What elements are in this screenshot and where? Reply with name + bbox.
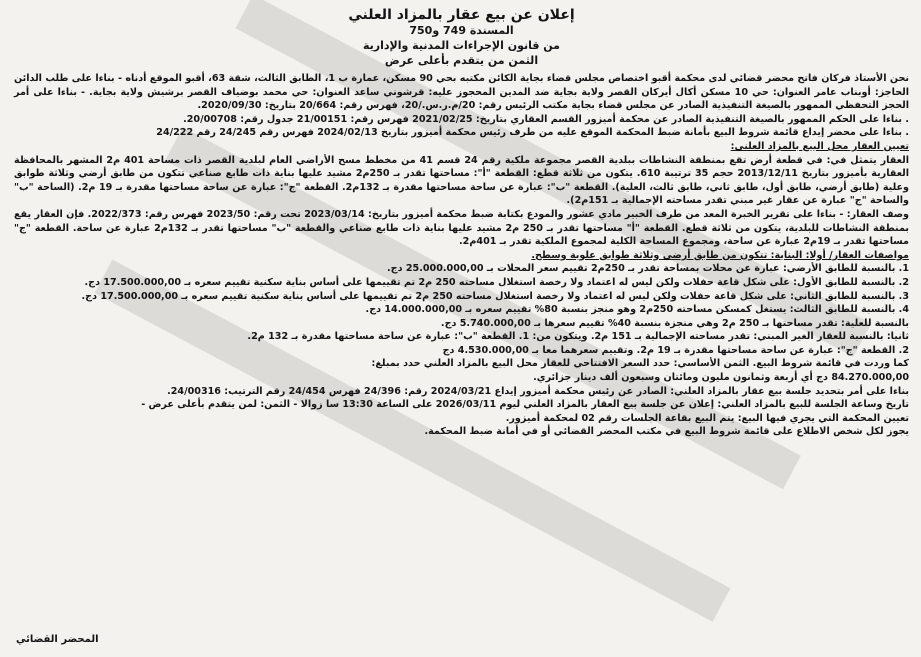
property-paragraph: العقار يتمثل في: في قطعة أرض تقع بمنطقة النشاطات ببلدية القصر مجموعة ملكية رقم 24 قسم 41 من مخطط مسح الأراضي العام لبلدية القصر ذات مساحة 401 م2 المشهر بالمحافظة العقارية بأميزور بتاريخ 2013/12/11 حجم 35 ترتيبة 610. يتكون من ثلاثة قطع: القطعة "أ": مساحتها تقدر بـ 250م2 مشيد عليها بناية ذات طابع صناعي تتكون من طابق أرضي وثلاثة طوابق وعلية (طابق أرضي، طابق أول، طابق ثاني، طابق ثالث، العلية). القطعة "ب": عبارة عن ساحة مساحتها مقدرة بـ 132م2. القطعة "ج": عبارة عن ساحة مساحتها مقدرة بـ 19 م2. (الساحة "ب" والساحة "ج" عبارة عن عقار غير مبني تقدر مساحته الإجمالية بـ 151م2). (14, 154, 910, 207)
session-date: تاريخ وساعة الجلسة للبيع بالمزاد العلني: إعلان عن جلسة بيع العقار بالمزاد العلني ليوم 2026/03/11 على الساعة 13:30 سا زوالا - الثمن: لمن يتقدم بأعلى عرض - (141, 399, 909, 411)
bailiff-signature: المحضر القضائي (16, 634, 99, 645)
announcement-title: إعلان عن بيع عقار بالمزاد العلني (348, 7, 575, 23)
judgment-basis: . بناءا على الحكم الممهور بالصيغة التنفيذية الصادر عن محكمة أميزور القسم العقاري بتاريخ: 2021/02/25 فهرس رقم: 21/00151 جدول رقم: 20/00708. (183, 113, 909, 125)
base-price-amount: 84.270.000,00 دج أي أربعة وثمانون مليون ومائتان وسبعون ألف دينار جزائري. (533, 372, 909, 384)
deposit-basis: . بناءا على محضر إيداع قائمة شروط البيع بأمانة ضبط المحكمة الموقع عليه من طرف رئيس محكمة أميزور بتاريخ 2024/02/13 فهرس رقم 24/245 رقم 24/222 (156, 127, 909, 139)
case-number: المسندة 749 و750 (409, 24, 514, 37)
land-item: 2. القطعة "ج": عبارة عن ساحة مساحتها مقدرة بـ 19 م2. وتقييم سعرهما معا بـ 4.530.000,00 دج (442, 344, 909, 356)
floor-item: 1. بالنسبة للطابق الأرضي: عبارة عن محلات بمساحة تقدر بـ 250م2 تقييم سعر المحلات بـ 25.000.000,00 دج. (387, 263, 909, 275)
floor-item: 3. بالنسبة للطابق الثاني: على شكل قاعة حفلات ولكن ليس له اعتماد ولا رخصة استغلال مساحته 250 م2 تم تقييمها على أساس بناية سكنية تقييم سعره بـ 17.500.000,00 دج. (81, 290, 909, 302)
base-price-line: كما وردت في قائمة شروط البيع. الثمن الأساسي: حدد السعر الافتتاحي للعقار محل البيع بالمزاد العلني حدد بمبلغ: (371, 358, 909, 370)
law-reference: من قانون الإجراءات المدنية والإدارية (363, 39, 560, 52)
floor-item: بالنسبة للعلية: تقدر مساحتها بـ 250 م2 وهي منجزة بنسبة 40% تقييم سعرها بـ 5.740.000,00 دج. (440, 317, 909, 329)
land-item: ثانيا: بالنسبة للعقار الغير المبني: تقدر مساحته الإجمالية بـ 151 م2. ويتكون من: 1. القطعة "ب": عبارة عن ساحة مساحتها مقدرة بـ 132 م2. (247, 331, 909, 343)
floor-item: 4. بالنسبة للطابق الثالث: يستغل كمسكن مساحته 250م2 وهو منجز بنسبة 80% تقييم سعره بـ 14.000.000,00 دج. (365, 304, 909, 316)
floor-item: 2. بالنسبة للطابق الأول: على شكل قاعة حفلات ولكن ليس له اعتماد ولا رخصة استغلال مساحته 250 م2 تم تقييمها على أساس بناية سكنية تقييم سعره بـ 17.500.000,00 دج. (84, 276, 909, 288)
property-heading: تعيين العقار محل البيع بالمزاد العلني: (730, 140, 909, 152)
price-condition: الثمن من يتقدم بأعلى عرض (384, 54, 539, 67)
specs-heading: مواصفات العقار/ أولا: البناية: تتكون من طابق أرضي وثلاثة طوابق علوية وسطح. (531, 249, 909, 261)
closing-note: يجوز لكل شخص الاطلاع على قائمة شروط البيع في مكتب المحضر القضائي أو في أمانة ضبط المحكمة. (424, 426, 909, 438)
intro-paragraph: نحن الأستاذ فركان فاتح محضر قضائي لدى محكمة أقبو اختصاص مجلس قضاء بجاية الكائن مكتبه بحي 90 مسكن، عمارة ب 1، الطابق الثالث، شقة 63، أقبو الموقع أدناه - بناءا على طلب الدائن الحاجز: أوبناب عامر العنوان: حي 10 مسكن أكال أيركان القصر ولاية بجاية ضد المدين المحجوز عليه: قرشوني ساعد العنوان: حي محمد بوضياف القصر برشيش ولاية بجاية. - بناءا على أمر الحجز التحفظي الممهور بالصيغة التنفيذية الصادر عن مجلس قضاء بجاية مكتب الرئيس رقم: 20/م.ر.س./20، فهرس رقم: 20/664 بتاريخ: 2020/09/30. (14, 73, 909, 112)
court-designation: تعيين المحكمة التي يجري فيها البيع: يتم البيع بقاعة الجلسات رقم 02 لمحكمة أميزور. (505, 412, 909, 424)
announcement-header (14, 8, 909, 68)
description-paragraph: وصف العقار: - بناءا على تقرير الخبرة المعد من طرف الخبير مادي عشور والمودع بكتابة ضبط محكمة أميزور بتاريخ: 2023/03/14 تحت رقم: 2023/50 فهرس رقم: 2022/373. فإن العقار يقع بمنطقة النشاطات للبلدية، يتكون من ثلاثة قطع. القطعة "أ" مساحتها تقدر بـ 250 م2 مشيد عليها بناية ذات طابع صناعي والقطعة "ب" مساحتها تقدر بـ 132م2 عبارة عن ساحة. القطعة "ج" مساحتها تقدر بـ 19م2 عبارة عن ساحة، ومجموع المساحة الكلية لمجموع الملكية تقدر بـ 401م2. (14, 208, 909, 248)
auction-order: بناءا على أمر بتحديد جلسة بيع عقار بالمزاد العلني: الصادر عن رئيس محكمة أميزور إيداع 2024/03/21 رقم: 24/396 فهرس 24/454 رقم الترتيب: 24/00316. (167, 385, 909, 397)
